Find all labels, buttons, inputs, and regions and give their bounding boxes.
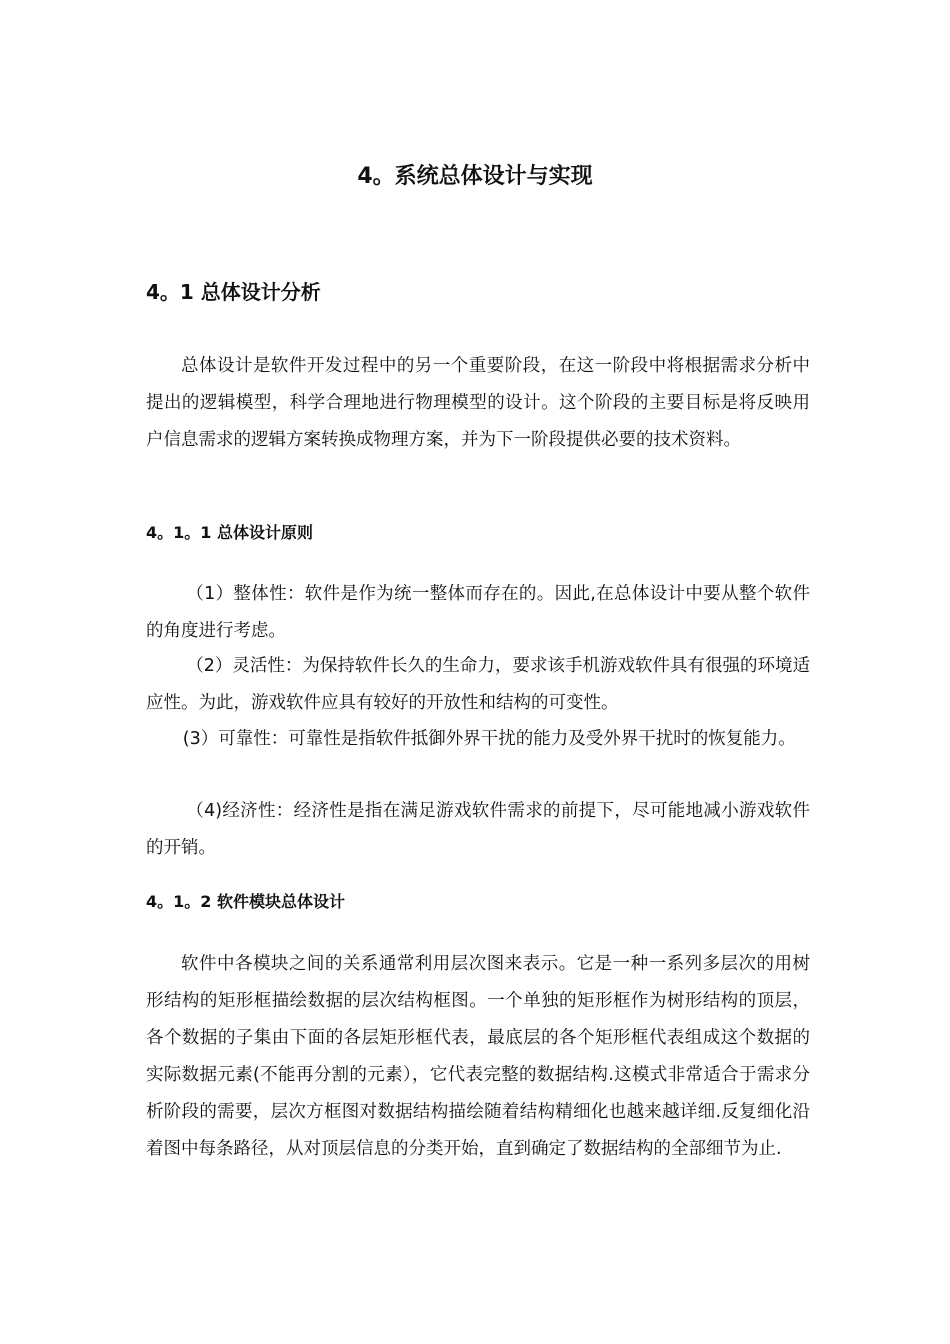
section-4-1-paragraph: 总体设计是软件开发过程中的另一个重要阶段，在这一阶段中将根据需求分析中提出的逻辑模型，科学合理地进行物理模型的设计。这个阶段的主要目标是将反映用户信息需求的逻辑方案转换成物理方案，并为下一阶段提供必要的技术资料。	[146, 356, 810, 450]
section-4-1-2-title: 4。1。2 软件模块总体设计	[146, 892, 345, 911]
principle-item-flexibility: （2）灵活性：为保持软件长久的生命力，要求该手机游戏软件具有很强的环境适应性。为此，游戏软件应具有较好的开放性和结构的可变性。	[146, 656, 810, 713]
section-4-1-2-paragraph: 软件中各模块之间的关系通常利用层次图来表示。它是一种一系列多层次的用树形结构的矩形框描绘数据的层次结构框图。一个单独的矩形框作为树形结构的顶层，各个数据的子集由下面的各层矩形框代表，最底层的各个矩形框代表组成这个数据的实际数据元素(不能再分割的元素），它代表完整的数据结构.这模式非常适合于需求分析阶段的需要，层次方框图对数据结构描绘随着结构精细化也越来越详细.反复细化沿着图中每条路径，从对顶层信息的分类开始，直到确定了数据结构的全部细节为止.	[146, 954, 810, 1159]
section-4-1-1-title: 4。1。1 总体设计原则	[146, 523, 313, 542]
principle-item-integrity: （1）整体性：软件是作为统一整体而存在的。因此,在总体设计中要从整个软件的角度进行考虑。	[146, 584, 810, 641]
chapter-title: 4。系统总体设计与实现	[357, 164, 593, 189]
principle-item-reliability: (3）可靠性：可靠性是指软件抵御外界干扰的能力及受外界干扰时的恢复能力。	[182, 729, 796, 749]
principle-item-economy: （4)经济性：经济性是指在满足游戏软件需求的前提下，尽可能地减小游戏软件的开销。	[146, 801, 810, 858]
section-4-1-title: 4。1 总体设计分析	[146, 280, 321, 304]
